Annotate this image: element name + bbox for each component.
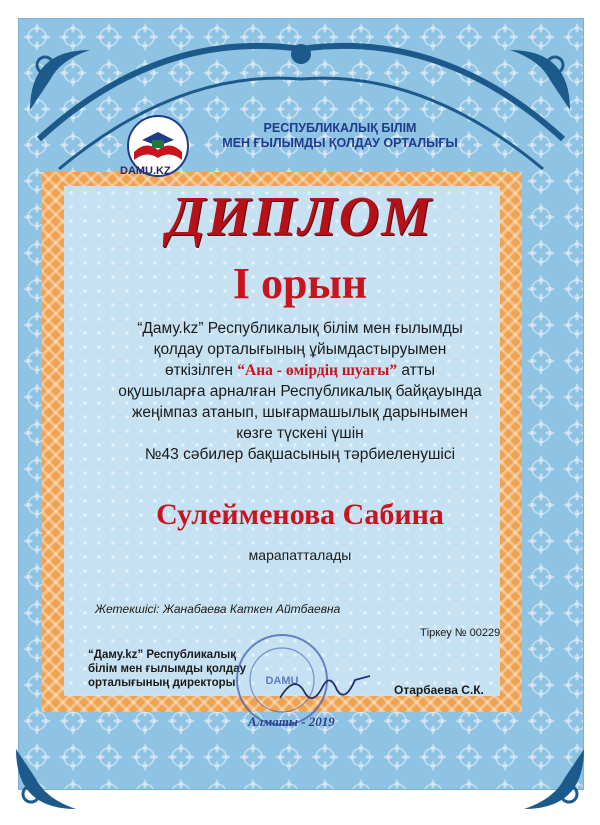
corner-ornament-icon — [514, 739, 594, 819]
diploma-title: ДИПЛОМ — [166, 186, 434, 248]
recipient-name: Сулейменова Сабина — [156, 498, 444, 531]
city-year: Алматы - 2019 — [248, 714, 335, 729]
corner-ornament-icon — [500, 40, 580, 120]
organization-line: МЕН ҒЫЛЫМДЫ ҚОЛДАУ ОРТАЛЫҒЫ — [222, 136, 458, 150]
award-line: “Даму.kz” Республикалық білім мен ғылымды — [137, 320, 463, 337]
organization-name — [215, 121, 465, 151]
director-line: білім мен ғылымды қолдау — [88, 663, 246, 675]
awarded-text: марапатталады — [248, 547, 352, 563]
award-line: №43 сәбилер бақшасының тәрбиеленушісі — [144, 446, 456, 463]
award-text — [80, 318, 520, 465]
director-line: орталығының директоры — [88, 677, 236, 689]
supervisor-line — [95, 602, 340, 616]
place-heading: І орын — [232, 259, 368, 308]
logo-text: DAMU.KZ — [120, 165, 171, 177]
supervisor-label: Жетекшісі: — [95, 602, 160, 616]
contest-name: “Ана - өмірдің шуағы” — [237, 362, 398, 379]
award-line — [80, 360, 520, 381]
organization-line: РЕСПУБЛИКАЛЫҚ БІЛІМ — [263, 121, 417, 135]
signer-name: Отарбаева С.К. — [394, 683, 484, 697]
registration-number: Тіркеу № 00229 — [420, 627, 501, 639]
award-line: оқушыларға арналған Республикалық байқауында — [118, 383, 482, 400]
supervisor-name: Жанабаева Каткен Айтбаевна — [162, 602, 341, 616]
director-line: “Даму.kz” Республикалық — [88, 649, 236, 661]
award-line-part: атты — [397, 362, 436, 379]
corner-ornament-icon — [20, 40, 100, 120]
stamp-text: DAMU — [265, 675, 299, 687]
award-line: жеңімпаз атанып, шығармашылық дарынымен — [132, 404, 468, 421]
corner-ornament-icon — [6, 739, 86, 819]
award-line-part: өткізілген — [164, 362, 238, 379]
award-line: қолдау орталығының ұйымдастыруымен — [153, 341, 447, 358]
signature-icon — [275, 668, 375, 708]
award-line: көзге түскені үшін — [236, 425, 364, 442]
